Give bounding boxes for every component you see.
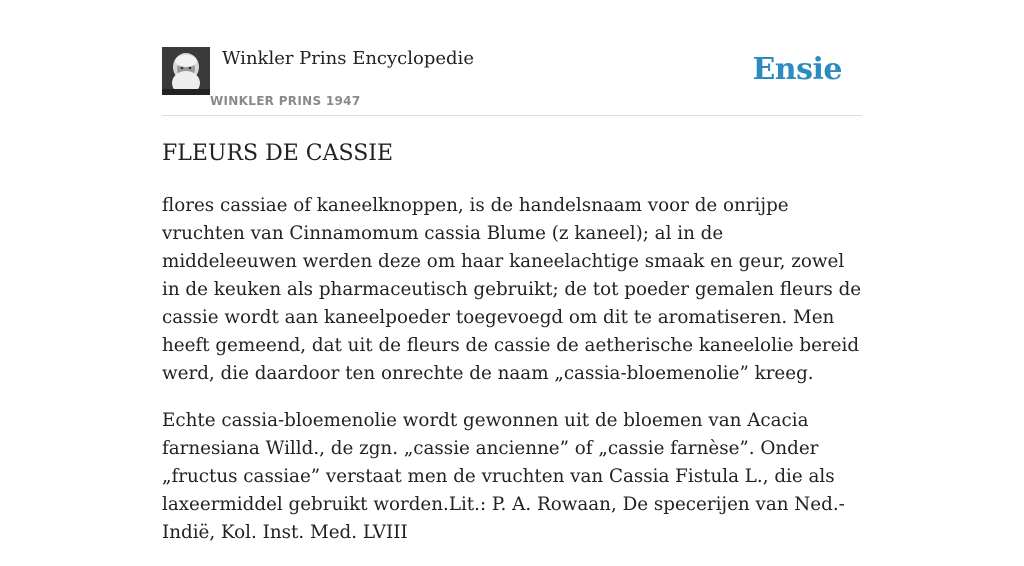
source-title[interactable]: Winkler Prins Encyclopedie <box>222 48 474 69</box>
portrait-icon <box>162 47 210 95</box>
ensie-logo[interactable]: Ensie <box>752 52 842 87</box>
source-edition: WINKLER PRINS 1947 <box>210 94 361 108</box>
page-header <box>162 46 862 116</box>
article-title: FLEURS DE CASSIE <box>162 141 394 166</box>
article-body <box>162 192 862 566</box>
article-paragraph: Echte cassia-bloemenolie wordt gewonnen uit de bloemen van Acacia farnesiana Willd., de zgn. „cassie ancienne” of „cassie farnèse”. Onder „fructus cassiae” verstaat men de vruchten van Cassia Fistula L., die als laxeermiddel gebruikt worden.Lit.: P. A. Rowaan, De specerijen van Ned.-Indië, Kol. Inst. Med. LVIII <box>162 410 845 543</box>
article-paragraph: flores cassiae of kaneelknoppen, is de handelsnaam voor de onrijpe vruchten van Cinnamomum cassia Blume (z kaneel); al in de middeleeuwen werden deze om haar kaneelachtige smaak en geur, zowel in de keuken als pharmaceutisch gebruikt; de tot poeder gemalen fleurs de cassie wordt aan kaneelpoeder toegevoegd om dit te aromatiseren. Men heeft gemeend, dat uit de fleurs de cassie de aetherische kaneelolie bereid werd, die daardoor ten onrechte de naam „cassia-bloemenolie” kreeg. <box>162 195 862 384</box>
author-avatar[interactable] <box>162 47 210 95</box>
